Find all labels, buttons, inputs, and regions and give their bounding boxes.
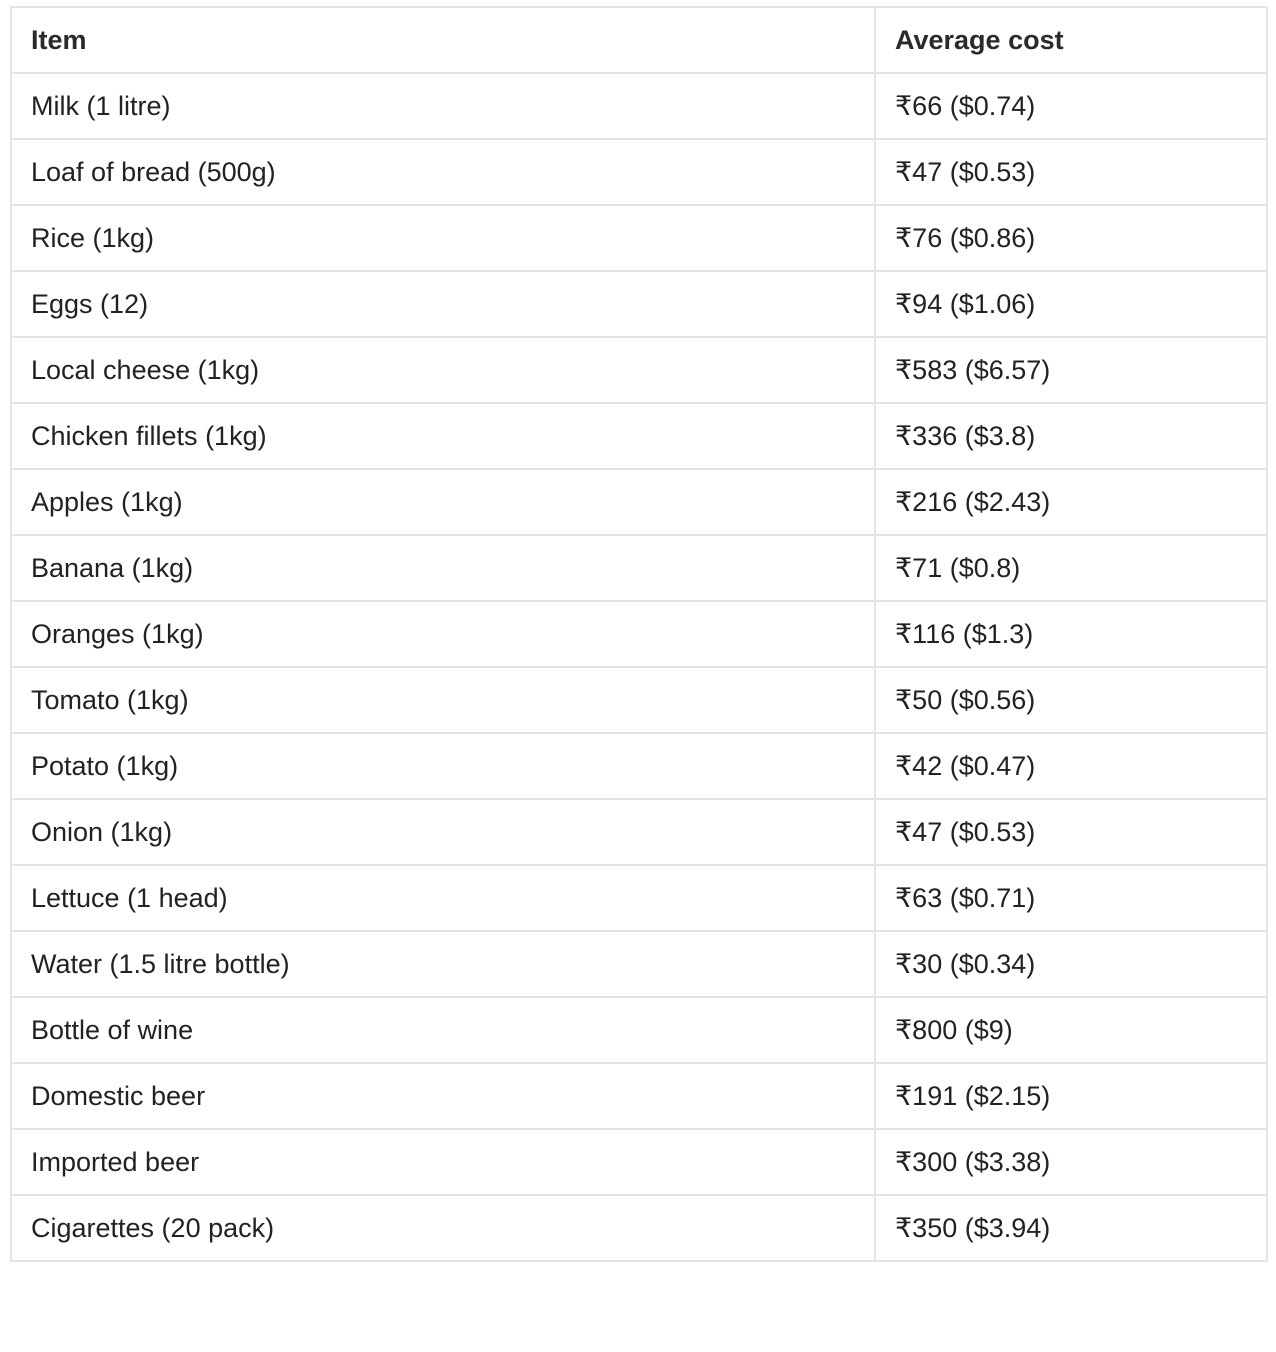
cost-cell: ₹76 ($0.86) (875, 205, 1267, 271)
table-row (11, 139, 1267, 205)
table-row (11, 997, 1267, 1063)
table-row (11, 667, 1267, 733)
table-row (11, 205, 1267, 271)
item-cell: Local cheese (1kg) (11, 337, 875, 403)
table-row (11, 1195, 1267, 1261)
cost-cell: ₹42 ($0.47) (875, 733, 1267, 799)
cost-cell: ₹94 ($1.06) (875, 271, 1267, 337)
table-row (11, 733, 1267, 799)
table-row (11, 337, 1267, 403)
item-cell: Water (1.5 litre bottle) (11, 931, 875, 997)
item-cell: Bottle of wine (11, 997, 875, 1063)
table-row (11, 403, 1267, 469)
cost-table (10, 6, 1268, 1262)
cost-cell: ₹50 ($0.56) (875, 667, 1267, 733)
cost-cell: ₹71 ($0.8) (875, 535, 1267, 601)
table-row (11, 73, 1267, 139)
item-cell: Loaf of bread (500g) (11, 139, 875, 205)
item-cell: Potato (1kg) (11, 733, 875, 799)
cost-cell: ₹63 ($0.71) (875, 865, 1267, 931)
item-cell: Rice (1kg) (11, 205, 875, 271)
table-body (11, 73, 1267, 1261)
header-row (11, 7, 1267, 73)
item-cell: Apples (1kg) (11, 469, 875, 535)
item-cell: Cigarettes (20 pack) (11, 1195, 875, 1261)
cost-cell: ₹30 ($0.34) (875, 931, 1267, 997)
item-cell: Lettuce (1 head) (11, 865, 875, 931)
item-cell: Banana (1kg) (11, 535, 875, 601)
table-header (11, 7, 1267, 73)
item-cell: Eggs (12) (11, 271, 875, 337)
table-row (11, 931, 1267, 997)
table-row (11, 1063, 1267, 1129)
table-row (11, 1129, 1267, 1195)
cost-table-container (10, 6, 1266, 1262)
table-row (11, 865, 1267, 931)
cost-cell: ₹191 ($2.15) (875, 1063, 1267, 1129)
cost-cell: ₹583 ($6.57) (875, 337, 1267, 403)
item-cell: Tomato (1kg) (11, 667, 875, 733)
column-header-average-cost: Average cost (875, 7, 1267, 73)
cost-cell: ₹47 ($0.53) (875, 799, 1267, 865)
table-row (11, 469, 1267, 535)
item-cell: Domestic beer (11, 1063, 875, 1129)
item-cell: Milk (1 litre) (11, 73, 875, 139)
cost-cell: ₹116 ($1.3) (875, 601, 1267, 667)
cost-cell: ₹300 ($3.38) (875, 1129, 1267, 1195)
table-row (11, 601, 1267, 667)
column-header-item: Item (11, 7, 875, 73)
cost-cell: ₹800 ($9) (875, 997, 1267, 1063)
item-cell: Oranges (1kg) (11, 601, 875, 667)
cost-cell: ₹336 ($3.8) (875, 403, 1267, 469)
item-cell: Imported beer (11, 1129, 875, 1195)
table-row (11, 535, 1267, 601)
cost-cell: ₹47 ($0.53) (875, 139, 1267, 205)
cost-cell: ₹350 ($3.94) (875, 1195, 1267, 1261)
item-cell: Onion (1kg) (11, 799, 875, 865)
item-cell: Chicken fillets (1kg) (11, 403, 875, 469)
cost-cell: ₹216 ($2.43) (875, 469, 1267, 535)
table-row (11, 271, 1267, 337)
cost-cell: ₹66 ($0.74) (875, 73, 1267, 139)
table-row (11, 799, 1267, 865)
